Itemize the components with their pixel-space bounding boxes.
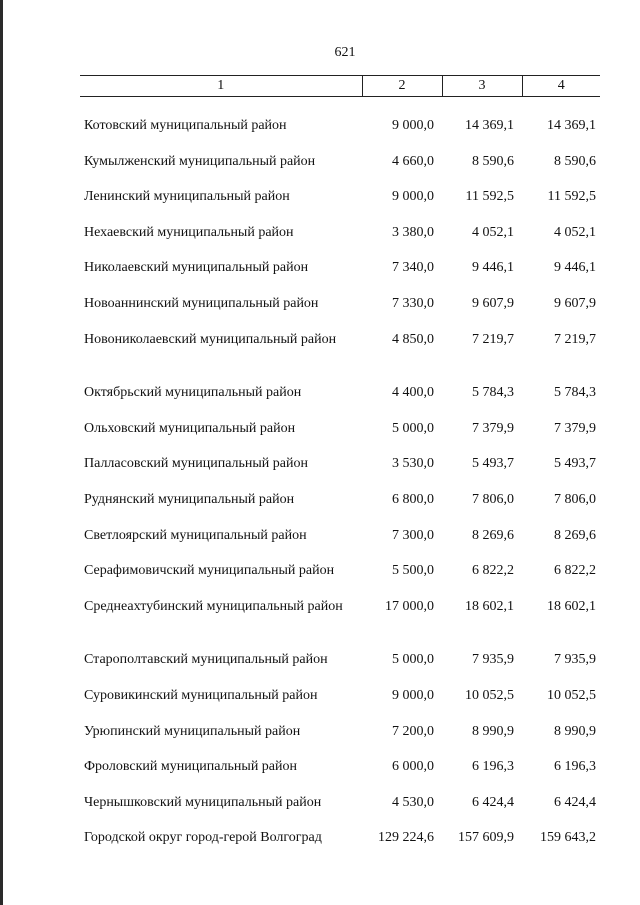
row-col4-value: 4 052,1 — [554, 224, 596, 240]
row-col4-value: 14 369,1 — [547, 118, 596, 133]
row-col3-value: 8 990,9 — [472, 723, 514, 739]
table-row — [80, 758, 600, 794]
row-col2-value: 9 000,0 — [392, 189, 434, 205]
row-name: Николаевский муниципальный район — [84, 260, 309, 276]
row-name: Светлоярский муниципальный район — [84, 527, 307, 543]
row-col2-value: 7 200,0 — [392, 723, 434, 739]
column-header-4: 4 — [522, 76, 600, 97]
table-row — [80, 455, 600, 491]
row-col2-value: 4 660,0 — [392, 153, 434, 169]
row-col4-value: 9 607,9 — [554, 295, 596, 311]
row-col2-value: 6 000,0 — [392, 759, 434, 775]
row-col2-value: 9 000,0 — [392, 118, 434, 133]
table-row — [80, 829, 600, 865]
row-col3-value: 9 446,1 — [472, 260, 514, 276]
row-col4-value: 11 592,5 — [547, 189, 596, 205]
row-col4-value: 159 643,2 — [540, 830, 596, 846]
row-col2-value: 17 000,0 — [385, 598, 434, 614]
row-col2-value: 7 330,0 — [392, 295, 434, 311]
row-col4-value: 6 196,3 — [554, 759, 596, 775]
row-col4-value: 7 806,0 — [554, 491, 596, 507]
row-col3-value: 5 784,3 — [472, 385, 514, 401]
row-name: Котовский муниципальный район — [84, 118, 287, 133]
table-row — [80, 295, 600, 331]
table-row — [80, 687, 600, 723]
row-col2-value: 3 380,0 — [392, 224, 434, 240]
table-header-row — [80, 76, 600, 97]
row-col3-value: 6 196,3 — [472, 759, 514, 775]
row-col2-value: 6 800,0 — [392, 491, 434, 507]
row-col3-value: 18 602,1 — [465, 598, 514, 614]
row-col2-value: 5 000,0 — [392, 652, 434, 668]
row-col4-value: 5 784,3 — [554, 385, 596, 401]
row-name: Октябрьский муниципальный район — [84, 385, 302, 401]
row-col2-value: 9 000,0 — [392, 687, 434, 703]
row-name: Нехаевский муниципальный район — [84, 224, 294, 240]
row-col4-value: 8 990,9 — [554, 723, 596, 739]
row-name: Среднеахтубинский муниципальный район — [84, 598, 343, 614]
row-col2-value: 129 224,6 — [378, 830, 434, 846]
row-name: Ольховский муниципальный район — [84, 420, 296, 436]
row-col3-value: 6 424,4 — [472, 794, 514, 810]
page-number: 621 — [334, 45, 356, 60]
row-name: Руднянский муниципальный район — [84, 491, 295, 507]
row-col4-value: 8 590,6 — [554, 153, 596, 169]
table-row — [80, 384, 600, 420]
row-col4-value: 5 493,7 — [554, 456, 596, 472]
table-row — [80, 420, 600, 456]
row-col2-value: 5 000,0 — [392, 420, 434, 436]
row-col4-value: 10 052,5 — [547, 687, 596, 703]
row-col4-value: 7 935,9 — [554, 652, 596, 668]
column-header-1: 1 — [80, 76, 362, 97]
row-col3-value: 10 052,5 — [465, 687, 514, 703]
row-col3-value: 4 052,1 — [472, 224, 514, 240]
budget-table — [80, 75, 600, 865]
table-row — [80, 97, 600, 153]
row-col4-value: 8 269,6 — [554, 527, 596, 543]
row-col4-value: 18 602,1 — [547, 598, 596, 614]
scan-left-edge — [0, 0, 3, 905]
row-col3-value: 11 592,5 — [465, 189, 514, 205]
row-col4-value: 6 822,2 — [554, 563, 596, 579]
row-col4-value: 9 446,1 — [554, 260, 596, 276]
table-row — [80, 153, 600, 189]
row-name: Серафимовичский муниципальный район — [84, 563, 335, 579]
row-col2-value: 4 400,0 — [392, 385, 434, 401]
row-name: Ленинский муниципальный район — [84, 189, 290, 205]
row-col4-value: 6 424,4 — [554, 794, 596, 810]
table-row — [80, 598, 600, 652]
row-col3-value: 8 590,6 — [472, 153, 514, 169]
row-col3-value: 7 935,9 — [472, 652, 514, 668]
row-col3-value: 14 369,1 — [465, 118, 514, 133]
row-col3-value: 7 806,0 — [472, 491, 514, 507]
row-col2-value: 4 850,0 — [392, 331, 434, 347]
table-row — [80, 259, 600, 295]
table-row — [80, 562, 600, 598]
row-name: Новониколаевский муниципальный район — [84, 331, 337, 347]
table-row — [80, 188, 600, 224]
row-col4-value: 7 379,9 — [554, 420, 596, 436]
row-name: Суровикинский муниципальный район — [84, 687, 318, 703]
row-name: Новоаннинский муниципальный район — [84, 295, 319, 311]
column-header-3: 3 — [442, 76, 522, 97]
row-col3-value: 157 609,9 — [458, 830, 514, 846]
row-name: Палласовский муниципальный район — [84, 456, 308, 472]
row-col3-value: 7 219,7 — [472, 331, 514, 347]
row-col2-value: 3 530,0 — [392, 456, 434, 472]
table-row — [80, 491, 600, 527]
row-col3-value: 6 822,2 — [472, 563, 514, 579]
row-col2-value: 4 530,0 — [392, 794, 434, 810]
row-col3-value: 7 379,9 — [472, 420, 514, 436]
row-col2-value: 7 340,0 — [392, 260, 434, 276]
row-col3-value: 9 607,9 — [472, 295, 514, 311]
row-col4-value: 7 219,7 — [554, 331, 596, 347]
row-name: Городской округ город-герой Волгоград — [84, 830, 322, 846]
table-row — [80, 224, 600, 260]
table-row — [80, 794, 600, 830]
row-col3-value: 5 493,7 — [472, 456, 514, 472]
table-row — [80, 527, 600, 563]
table-row — [80, 331, 600, 385]
row-name: Фроловский муниципальный район — [84, 759, 298, 775]
row-name: Чернышковский муниципальный район — [84, 794, 322, 810]
table-row — [80, 651, 600, 687]
row-name: Старополтавский муниципальный район — [84, 652, 328, 668]
row-col2-value: 5 500,0 — [392, 563, 434, 579]
table-row — [80, 723, 600, 759]
row-name: Кумылженский муниципальный район — [84, 153, 316, 169]
column-header-2: 2 — [362, 76, 442, 97]
row-col2-value: 7 300,0 — [392, 527, 434, 543]
row-col3-value: 8 269,6 — [472, 527, 514, 543]
row-name: Урюпинский муниципальный район — [84, 723, 301, 739]
